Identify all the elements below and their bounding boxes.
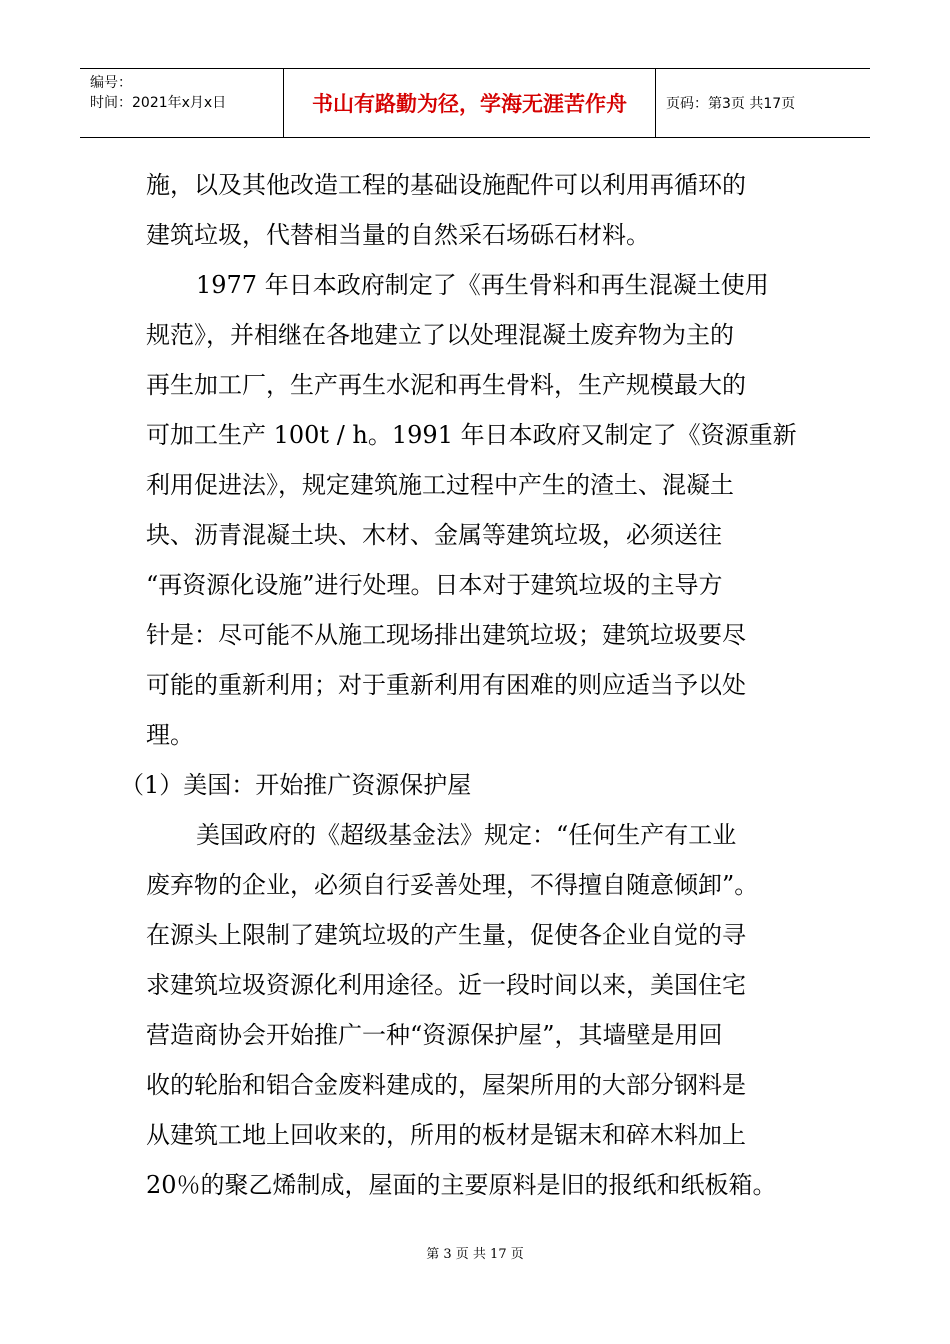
- text-line: 规范》，并相继在各地建立了以处理混凝土废弃物为主的: [146, 321, 734, 349]
- text-line: 废弃物的企业，必须自行妥善处理，不得擅自随意倾卸”。: [146, 871, 759, 899]
- text-line: 营造商协会开始推广一种“资源保护屋”，其墙壁是用回: [146, 1021, 723, 1049]
- text-line: 在源头上限制了建筑垃圾的产生量，促使各企业自觉的寻: [146, 921, 746, 949]
- text-line: 可加工生产 100t / h。1991 年日本政府又制定了《资源重新: [146, 421, 797, 449]
- text-line: 收的轮胎和铝合金废料建成的，屋架所用的大部分钢料是: [146, 1071, 746, 1099]
- text-line: 20％的聚乙烯制成，屋面的主要原料是旧的报纸和纸板箱。: [146, 1171, 777, 1199]
- text-line: 可能的重新利用；对于重新利用有困难的则应适当予以处: [146, 671, 746, 699]
- text-line: 从建筑工地上回收来的，所用的板材是锯末和碎木料加上: [146, 1121, 746, 1149]
- text-line: 建筑垃圾，代替相当量的自然采石场砾石材料。: [146, 221, 650, 249]
- text-line: “再资源化设施”进行处理。日本对于建筑垃圾的主导方: [146, 571, 723, 599]
- text-line: 针是：尽可能不从施工现场排出建筑垃圾；建筑垃圾要尽: [146, 621, 746, 649]
- paragraph-start-line: 美国政府的《超级基金法》规定：“任何生产有工业: [196, 821, 737, 849]
- text-line: 块、沥青混凝土块、木材、金属等建筑垃圾，必须送往: [146, 521, 722, 549]
- text-line: 施，以及其他改造工程的基础设施配件可以利用再循环的: [146, 171, 746, 199]
- section-heading: （1）美国：开始推广资源保护屋: [120, 771, 472, 799]
- text-line: 理。: [146, 721, 194, 749]
- page-footer: 第 3 页 共 17 页: [426, 1247, 524, 1262]
- number-label: 编号：: [90, 75, 132, 91]
- header-meta: [80, 69, 283, 137]
- header-motto: 书山有路勤为径，学海无涯苦作舟: [283, 69, 656, 137]
- header-page-info: 页码：第3页 共17页: [666, 96, 796, 112]
- text-line: 求建筑垃圾资源化利用途径。近一段时间以来，美国住宅: [146, 971, 746, 999]
- header-table: [80, 68, 870, 138]
- text-line: 利用促进法》，规定建筑施工过程中产生的渣土、混凝土: [146, 471, 734, 499]
- text-line: 再生加工厂，生产再生水泥和再生骨料，生产规模最大的: [146, 371, 746, 399]
- paragraph-start-line: 1977 年日本政府制定了《再生骨料和再生混凝土使用: [196, 271, 769, 299]
- document-body: [120, 160, 806, 1210]
- time-label: 时间：2021年x月x日: [90, 95, 227, 111]
